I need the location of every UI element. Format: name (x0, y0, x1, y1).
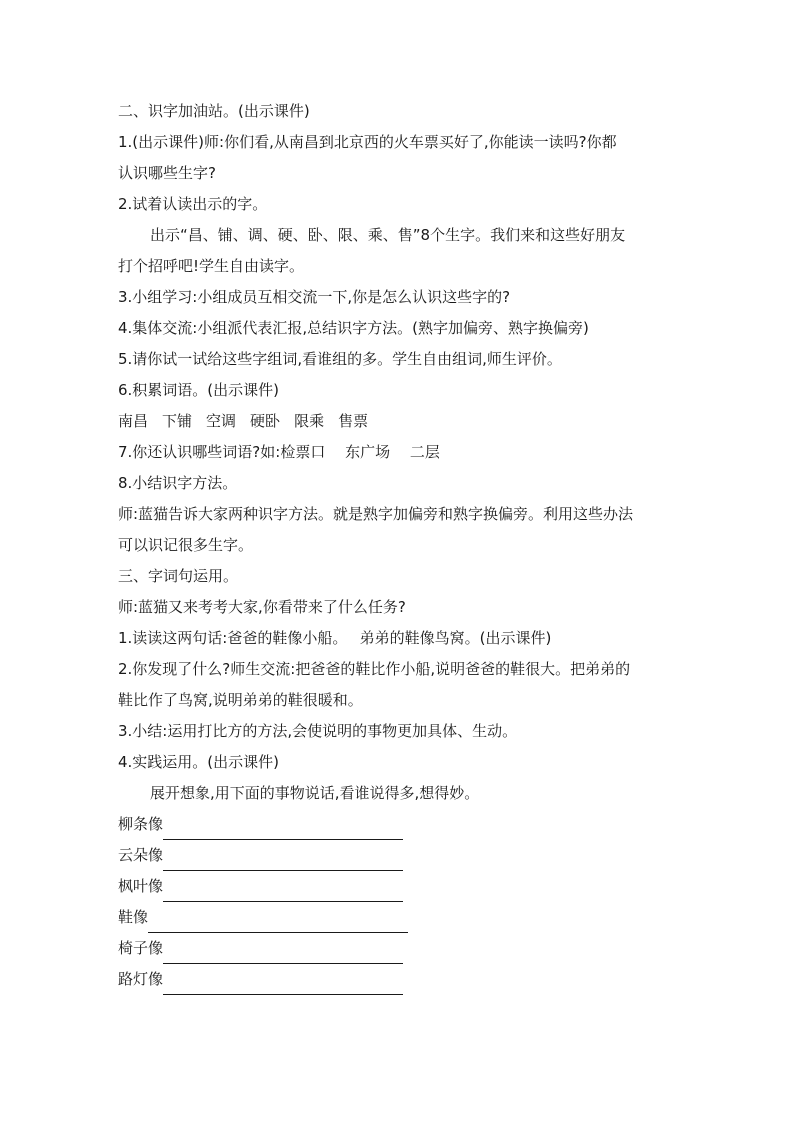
paragraph-line: 1.(出示课件)师:你们看,从南昌到北京西的火车票买好了,你能读一读吗?你都 (118, 133, 617, 151)
vocabulary-word: 下铺 (162, 412, 193, 430)
fill-in-row (118, 964, 678, 995)
fill-in-row (118, 840, 678, 871)
paragraph-line: 师:蓝猫告诉大家两种识字方法。就是熟字加偏旁和熟字换偏旁。利用这些办法 (118, 505, 634, 523)
fill-in-prompt: 云朵像 (118, 846, 164, 864)
fill-in-blank[interactable] (163, 941, 403, 964)
vocabulary-word: 限乘 (294, 412, 325, 430)
paragraph-line: 2.你发现了什么?师生交流:把爸爸的鞋比作小船,说明爸爸的鞋很大。把弟弟的 (118, 660, 631, 678)
paragraph-line: 展开想象,用下面的事物说话,看谁说得多,想得妙。 (150, 784, 480, 802)
fill-in-row (118, 902, 678, 933)
list-item: 2.试着认读出示的字。 (118, 195, 268, 213)
section-heading: 三、字词句运用。 (118, 567, 239, 585)
list-item: 3.小结:运用打比方的方法,会使说明的事物更加具体、生动。 (118, 722, 518, 740)
list-item: 4.实践运用。(出示课件) (118, 753, 280, 771)
list-item: 4.集体交流:小组派代表汇报,总结识字方法。(熟字加偏旁、熟字换偏旁) (118, 319, 589, 337)
fill-in-prompt: 路灯像 (118, 970, 164, 988)
fill-in-blank[interactable] (148, 910, 408, 933)
paragraph-line: 鞋比作了鸟窝,说明弟弟的鞋很暖和。 (118, 691, 363, 709)
paragraph-line: 打个招呼吧!学生自由读字。 (118, 257, 305, 275)
fill-in-blank[interactable] (163, 879, 403, 902)
paragraph-line: 师:蓝猫又来考考大家,你看带来了什么任务? (118, 598, 406, 616)
vocabulary-word: 空调 (206, 412, 237, 430)
fill-in-prompt: 枫叶像 (118, 877, 164, 895)
list-item: 3.小组学习:小组成员互相交流一下,你是怎么认识这些字的? (118, 288, 511, 306)
fill-in-prompt: 柳条像 (118, 815, 164, 833)
list-item: 8.小结识字方法。 (118, 474, 238, 492)
list-item: 1.读读这两句话:爸爸的鞋像小船。 弟弟的鞋像鸟窝。(出示课件) (118, 629, 552, 647)
list-item: 5.请你试一试给这些字组词,看谁组的多。学生自由组词,师生评价。 (118, 350, 562, 368)
fill-in-row (118, 933, 678, 964)
vocabulary-word: 硬卧 (250, 412, 281, 430)
section-heading: 二、识字加油站。(出示课件) (118, 102, 310, 120)
vocabulary-word: 售票 (338, 412, 369, 430)
list-item: 7.你还认识哪些词语?如:检票口 东广场 二层 (118, 443, 440, 461)
fill-in-blank[interactable] (163, 972, 403, 995)
document-body (118, 96, 678, 995)
fill-in-prompt: 椅子像 (118, 939, 164, 957)
vocabulary-word: 南昌 (118, 412, 149, 430)
paragraph-line: 可以识记很多生字。 (118, 536, 254, 554)
fill-in-row (118, 871, 678, 902)
vocabulary-row (118, 406, 678, 437)
fill-in-prompt: 鞋像 (118, 908, 149, 926)
fill-in-blank[interactable] (163, 848, 403, 871)
fill-in-row (118, 809, 678, 840)
fill-in-blank[interactable] (163, 817, 403, 840)
paragraph-line: 认识哪些生字? (118, 164, 216, 182)
paragraph-line: 出示“昌、铺、调、硬、卧、限、乘、售”8个生字。我们来和这些好朋友 (150, 226, 626, 244)
list-item: 6.积累词语。(出示课件) (118, 381, 280, 399)
